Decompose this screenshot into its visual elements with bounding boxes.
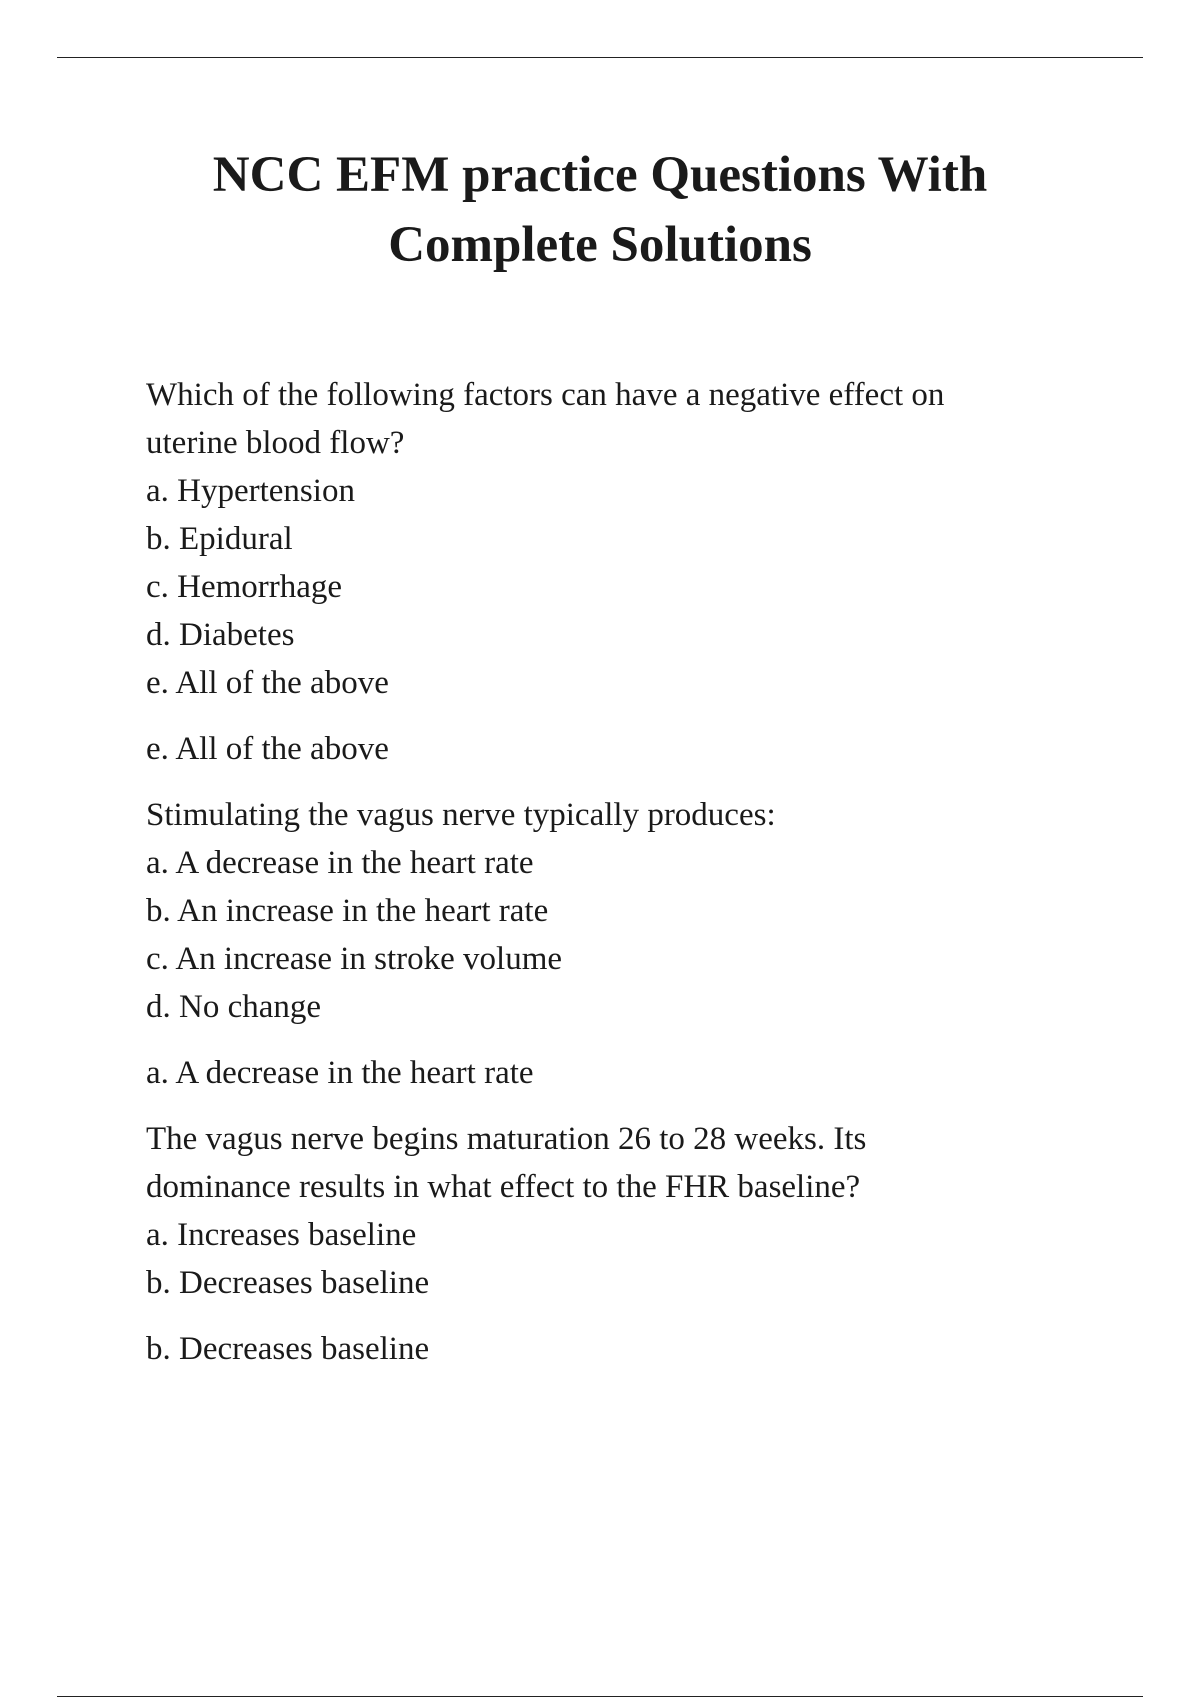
question-3-line-2: dominance results in what effect to the FHR baseline? [146,1169,861,1205]
question-1-answer: e. All of the above [146,731,389,767]
question-1-option-d: d. Diabetes [146,617,295,653]
question-1-option-a: a. Hypertension [146,473,355,509]
question-1-option-e: e. All of the above [146,665,389,701]
document-title-line-2: Complete Solutions [388,217,812,273]
question-2-line-1: Stimulating the vagus nerve typically produces: [146,797,776,833]
document-title-line-1: NCC EFM practice Questions With [212,147,988,203]
question-3-options [146,1211,1066,1307]
question-list [146,371,1066,1391]
question-3-option-b: b. Decreases baseline [146,1265,430,1301]
question-text-3 [146,1115,1066,1211]
question-text-1 [146,371,1066,467]
question-1-option-c: c. Hemorrhage [146,569,343,605]
footer-rule [57,1696,1143,1697]
question-3-option-a: a. Increases baseline [146,1217,417,1253]
question-1-option-b: b. Epidural [146,521,293,557]
question-3-answer: b. Decreases baseline [146,1331,430,1367]
question-2-option-a: a. A decrease in the heart rate [146,845,534,881]
question-text-2 [146,791,1066,839]
question-block-1 [146,371,1066,773]
question-2-options [146,839,1066,1031]
document-title [0,140,1200,280]
question-1-options [146,467,1066,707]
question-1-line-2: uterine blood flow? [146,425,405,461]
question-1-line-1: Which of the following factors can have a negative effect on [146,377,945,413]
question-2-option-c: c. An increase in stroke volume [146,941,563,977]
question-block-3 [146,1115,1066,1373]
question-3-line-1: The vagus nerve begins maturation 26 to 28 weeks. Its [146,1121,867,1157]
question-2-option-b: b. An increase in the heart rate [146,893,549,929]
question-block-2 [146,791,1066,1097]
question-2-answer: a. A decrease in the heart rate [146,1055,534,1091]
question-2-option-d: d. No change [146,989,322,1025]
header-rule [57,57,1143,58]
